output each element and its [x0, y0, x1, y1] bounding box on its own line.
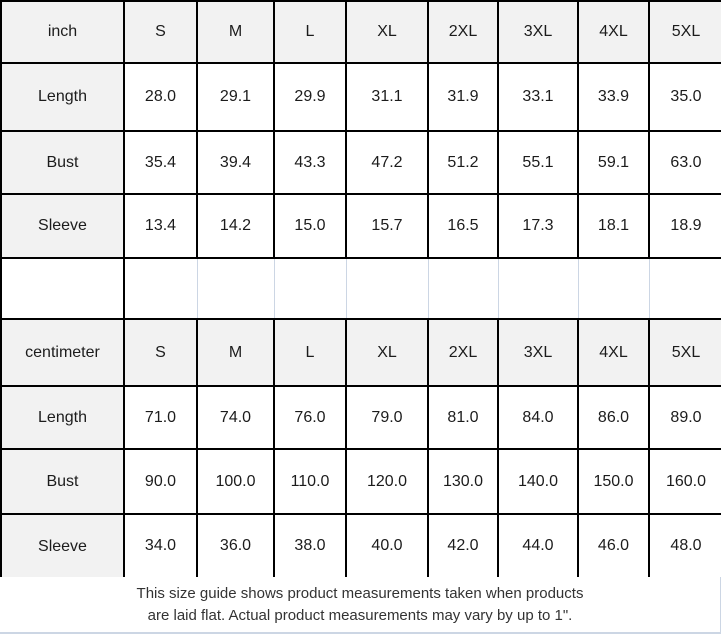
size-col-header-3xl: 3XL	[498, 319, 578, 386]
measure-value: 39.4	[197, 131, 274, 194]
measure-value: 63.0	[649, 131, 721, 194]
measure-value: 38.0	[274, 514, 346, 578]
measure-value: 100.0	[197, 449, 274, 514]
measure-value: 90.0	[124, 449, 197, 514]
measure-value: 110.0	[274, 449, 346, 514]
measure-value: 76.0	[274, 386, 346, 449]
table-row-cm-sleeve	[1, 514, 721, 578]
measure-value: 15.0	[274, 194, 346, 258]
unit-header-inch: inch	[1, 1, 124, 63]
size-col-header-m: M	[197, 319, 274, 386]
measure-value: 31.1	[346, 63, 428, 131]
spacer-cell	[428, 258, 498, 319]
spacer-cell	[197, 258, 274, 319]
measure-value: 140.0	[498, 449, 578, 514]
measure-label-bust: Bust	[1, 449, 124, 514]
measure-value: 59.1	[578, 131, 649, 194]
measure-value: 160.0	[649, 449, 721, 514]
table-row-cm-length	[1, 386, 721, 449]
measure-value: 34.0	[124, 514, 197, 578]
size-col-header-xl: XL	[346, 1, 428, 63]
measure-value: 42.0	[428, 514, 498, 578]
measure-value: 79.0	[346, 386, 428, 449]
measure-value: 33.1	[498, 63, 578, 131]
measure-value: 36.0	[197, 514, 274, 578]
measure-value: 86.0	[578, 386, 649, 449]
table-row-spacer	[1, 258, 721, 319]
measure-label-sleeve: Sleeve	[1, 194, 124, 258]
table-row-cm-header	[1, 319, 721, 386]
table-row-cm-bust	[1, 449, 721, 514]
measure-value: 14.2	[197, 194, 274, 258]
measure-value: 28.0	[124, 63, 197, 131]
size-col-header-m: M	[197, 1, 274, 63]
unit-header-centimeter: centimeter	[1, 319, 124, 386]
measure-label-bust: Bust	[1, 131, 124, 194]
size-col-header-l: L	[274, 1, 346, 63]
measure-label-length: Length	[1, 386, 124, 449]
size-col-header-2xl: 2XL	[428, 319, 498, 386]
measure-value: 18.9	[649, 194, 721, 258]
measure-value: 31.9	[428, 63, 498, 131]
size-col-header-2xl: 2XL	[428, 1, 498, 63]
table-row-inch-bust	[1, 131, 721, 194]
measure-value: 17.3	[498, 194, 578, 258]
disclaimer-line-2: are laid flat. Actual product measurements may vary by up to 1".	[147, 606, 573, 624]
measure-value: 120.0	[346, 449, 428, 514]
measure-value: 46.0	[578, 514, 649, 578]
measure-value: 13.4	[124, 194, 197, 258]
size-col-header-4xl: 4XL	[578, 1, 649, 63]
disclaimer-line-1: This size guide shows product measurements taken when products	[136, 584, 584, 602]
measure-value: 150.0	[578, 449, 649, 514]
measure-value: 16.5	[428, 194, 498, 258]
size-col-header-xl: XL	[346, 319, 428, 386]
measure-value: 29.1	[197, 63, 274, 131]
measure-value: 74.0	[197, 386, 274, 449]
measure-value: 43.3	[274, 131, 346, 194]
measure-value: 33.9	[578, 63, 649, 131]
spacer-cell	[578, 258, 649, 319]
measure-value: 51.2	[428, 131, 498, 194]
measure-label-length: Length	[1, 63, 124, 131]
measure-value: 18.1	[578, 194, 649, 258]
measure-value: 35.4	[124, 131, 197, 194]
measure-value: 71.0	[124, 386, 197, 449]
spacer-cell	[649, 258, 721, 319]
spacer-cell	[498, 258, 578, 319]
size-col-header-4xl: 4XL	[578, 319, 649, 386]
measure-value: 47.2	[346, 131, 428, 194]
measure-value: 55.1	[498, 131, 578, 194]
measure-value: 44.0	[498, 514, 578, 578]
size-guide-disclaimer	[0, 577, 721, 634]
measure-label-sleeve: Sleeve	[1, 514, 124, 578]
table-row-inch-header	[1, 1, 721, 63]
size-col-header-s: S	[124, 319, 197, 386]
size-col-header-l: L	[274, 319, 346, 386]
measure-value: 40.0	[346, 514, 428, 578]
measure-value: 48.0	[649, 514, 721, 578]
table-row-inch-length	[1, 63, 721, 131]
size-col-header-3xl: 3XL	[498, 1, 578, 63]
measure-value: 130.0	[428, 449, 498, 514]
measure-value: 84.0	[498, 386, 578, 449]
spacer-cell	[1, 258, 124, 319]
spacer-cell	[274, 258, 346, 319]
measure-value: 15.7	[346, 194, 428, 258]
measure-value: 81.0	[428, 386, 498, 449]
size-col-header-5xl: 5XL	[649, 1, 721, 63]
size-col-header-s: S	[124, 1, 197, 63]
measure-value: 35.0	[649, 63, 721, 131]
spacer-cell	[346, 258, 428, 319]
size-col-header-5xl: 5XL	[649, 319, 721, 386]
table-row-inch-sleeve	[1, 194, 721, 258]
measure-value: 89.0	[649, 386, 721, 449]
spacer-cell	[124, 258, 197, 319]
measure-value: 29.9	[274, 63, 346, 131]
